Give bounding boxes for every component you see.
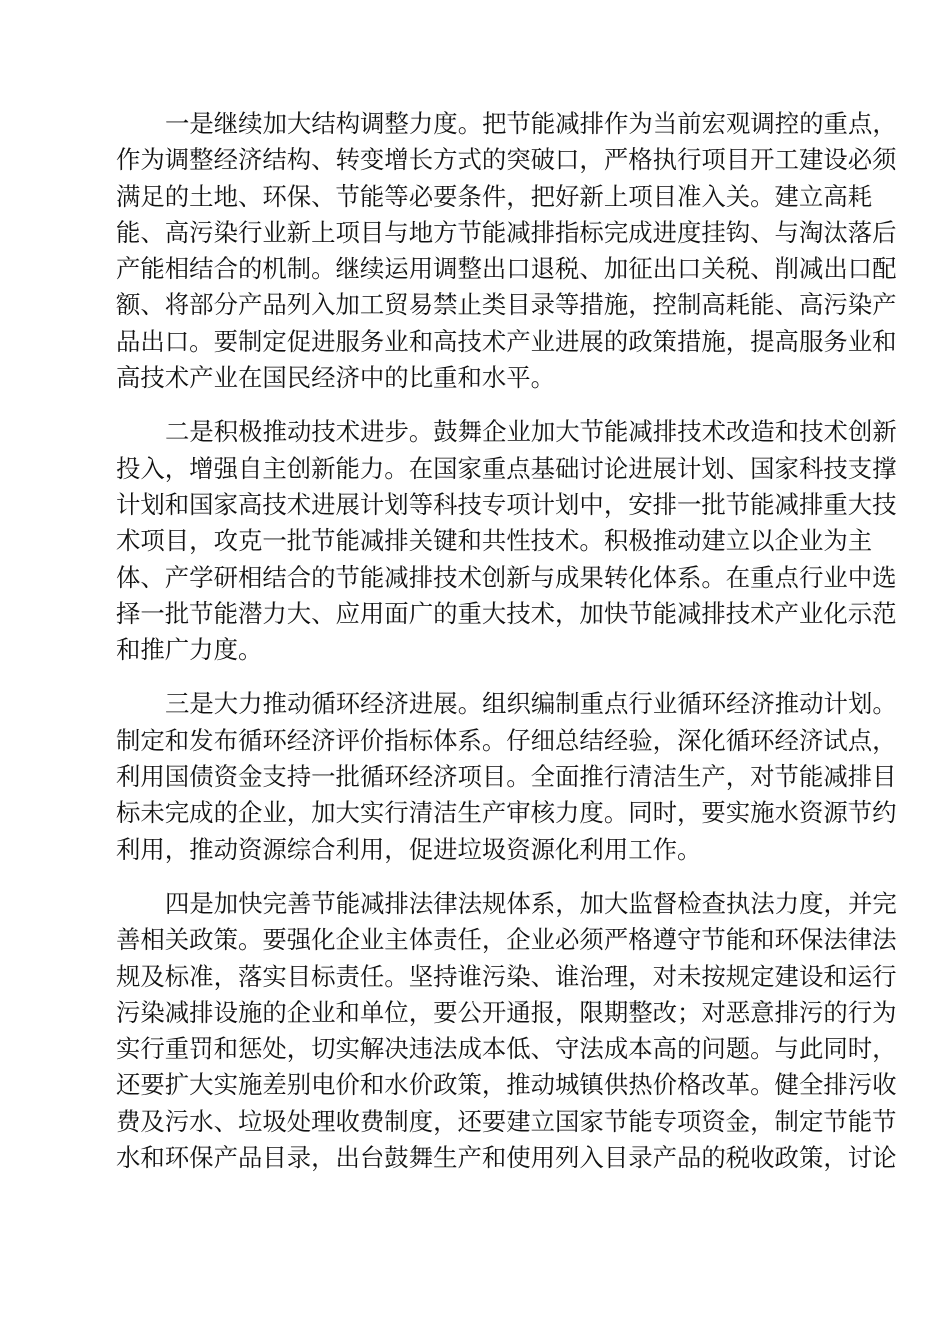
text-line: 二是积极推动技术进步。鼓舞企业加大节能减排技术改造和技术创新	[165, 417, 897, 447]
text-line: 制定和发布循环经济评价指标体系。仔细总结经验，深化循环经济试点，	[116, 725, 897, 755]
text-line: 术项目，攻克一批节能减排关键和共性技术。积极推动建立以企业为主	[116, 526, 873, 556]
paragraph-technology-progress	[116, 414, 897, 668]
text-line: 能、高污染行业新上项目与地方节能减排指标完成进度挂钩、与淘汰落后	[116, 217, 897, 247]
text-line: 品出口。要制定促进服务业和高技术产业进展的政策措施，提高服务业和	[116, 326, 897, 356]
document-body	[116, 106, 897, 1194]
text-line: 利用，推动资源综合利用，促进垃圾资源化利用工作。	[116, 834, 702, 864]
paragraph-structure-adjustment	[116, 106, 897, 396]
text-line: 还要扩大实施差别电价和水价政策，推动城镇供热价格改革。健全排污收	[116, 1070, 897, 1100]
text-line: 水和环保产品目录，出台鼓舞生产和使用列入目录产品的税收政策，讨论	[116, 1143, 897, 1173]
text-line: 三是大力推动循环经济进展。组织编制重点行业循环经济推动计划。	[165, 689, 897, 719]
paragraph-legal-system	[116, 886, 897, 1176]
text-line: 产能相结合的机制。继续运用调整出口退税、加征出口关税、削减出口配	[116, 254, 897, 284]
text-line: 额、将部分产品列入加工贸易禁止类目录等措施，控制高耗能、高污染产	[116, 290, 897, 320]
text-line: 实行重罚和惩处，切实解决违法成本低、守法成本高的问题。与此同时，	[116, 1034, 897, 1064]
text-line: 高技术产业在国民经济中的比重和水平。	[116, 363, 556, 393]
text-line: 投入，增强自主创新能力。在国家重点基础讨论进展计划、国家科技支撑	[116, 453, 897, 483]
text-line: 作为调整经济结构、转变增长方式的突破口，严格执行项目开工建设必须	[116, 145, 897, 175]
text-line: 四是加快完善节能减排法律法规体系，加大监督检查执法力度，并完	[165, 888, 897, 918]
text-line: 标未完成的企业，加大实行清洁生产审核力度。同时，要实施水资源节约	[116, 798, 897, 828]
text-line: 择一批节能潜力大、应用面广的重大技术，加快节能减排技术产业化示范	[116, 598, 897, 628]
text-line: 一是继续加大结构调整力度。把节能减排作为当前宏观调控的重点，	[165, 109, 897, 138]
text-line: 污染减排设施的企业和单位，要公开通报，限期整改；对恶意排污的行为	[116, 997, 897, 1027]
text-line: 和推广力度。	[116, 635, 263, 665]
text-line: 费及污水、垃圾处理收费制度，还要建立国家节能专项资金，制定节能节	[116, 1106, 897, 1136]
paragraph-circular-economy	[116, 686, 897, 867]
text-line: 体、产学研相结合的节能减排技术创新与成果转化体系。在重点行业中选	[116, 562, 897, 592]
text-line: 规及标准，落实目标责任。坚持谁污染、谁治理，对未按规定建设和运行	[116, 961, 897, 991]
text-line: 计划和国家高技术进展计划等科技专项计划中，安排一批节能减排重大技	[116, 489, 897, 519]
text-line: 利用国债资金支持一批循环经济项目。全面推行清洁生产，对节能减排目	[116, 762, 897, 792]
text-line: 满足的土地、环保、节能等必要条件，把好新上项目准入关。建立高耗	[116, 181, 873, 211]
text-line: 善相关政策。要强化企业主体责任，企业必须严格遵守节能和环保法律法	[116, 925, 897, 955]
